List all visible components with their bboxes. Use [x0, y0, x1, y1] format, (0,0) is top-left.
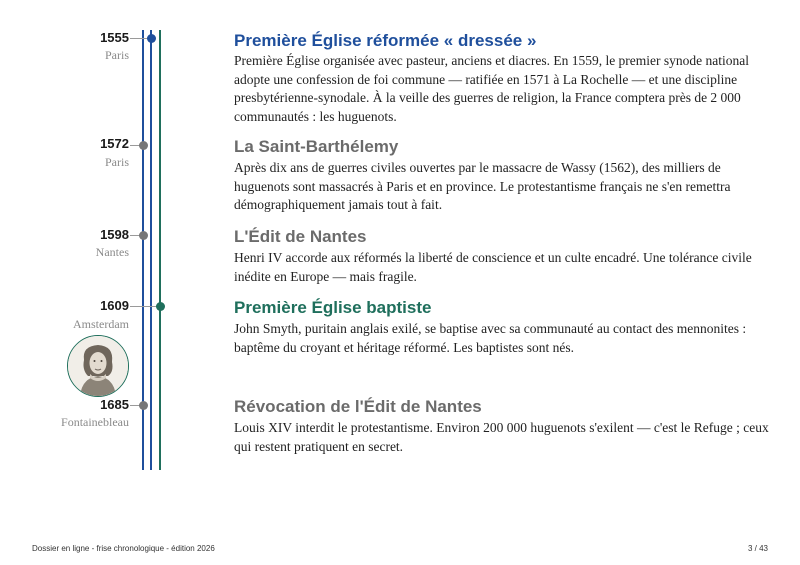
event-description: Première Église organisée avec pasteur, anciens et diacres. En 1559, le premier synode national adopte une confession de foi commune — ratifiée en 1571 à La Rochelle — et une discipline presbytérienne-synodale. À la veille des guerres de religion, la France comptera près de 2 000 communautés : les huguenots. — [234, 53, 750, 124]
timeline-line-green — [159, 30, 161, 470]
event-marker-dot — [139, 401, 148, 410]
event-title: Première Église baptiste — [234, 298, 432, 317]
event-place: Paris — [105, 48, 129, 62]
event-year: 1685 — [100, 397, 129, 412]
event-title: Révocation de l'Édit de Nantes — [234, 397, 482, 416]
event-year: 1572 — [100, 136, 129, 151]
page-number: 3 / 43 — [747, 544, 768, 553]
event-description: Louis XIV interdit le protestantisme. Environ 200 000 huguenots s'exilent — c'est le Refuge ; ceux qui restent pratiquent en secret. — [234, 420, 769, 454]
event-year: 1598 — [100, 227, 129, 242]
event-description: Henri IV accorde aux réformés la liberté de conscience et un culte encadré. Une tolérance civile inédite en Europe — mais fragile. — [234, 250, 752, 284]
event-marker-dot — [139, 231, 148, 240]
event-year: 1609 — [100, 298, 129, 313]
event-marker-dot — [147, 34, 156, 43]
event-title: La Saint-Barthélemy — [234, 137, 399, 156]
portrait-image — [67, 335, 129, 397]
event-marker-dot — [156, 302, 165, 311]
footer-source: Dossier en ligne - frise chronologique - édition 2026 — [32, 544, 215, 553]
event-place: Fontainebleau — [61, 415, 129, 429]
timeline-line-blue — [150, 30, 152, 470]
event-place: Paris — [105, 155, 129, 169]
event-title: Première Église réformée « dressée » — [234, 31, 537, 50]
event-place: Amsterdam — [73, 317, 129, 331]
event-year: 1555 — [100, 30, 129, 45]
event-title: L'Édit de Nantes — [234, 227, 367, 246]
event-marker-dot — [139, 141, 148, 150]
event-place: Nantes — [95, 245, 129, 259]
event-description: John Smyth, puritain anglais exilé, se baptise avec sa communauté au contact des mennonites : baptême du croyant et héritage réformé. Les baptistes sont nés. — [234, 321, 747, 355]
event-description: Après dix ans de guerres civiles ouvertes par le massacre de Wassy (1562), des milliers de huguenots sont massacrés à Paris et en province. Le protestantisme français ne s'en remettra démographiquement jamais tout à fait. — [234, 160, 731, 212]
